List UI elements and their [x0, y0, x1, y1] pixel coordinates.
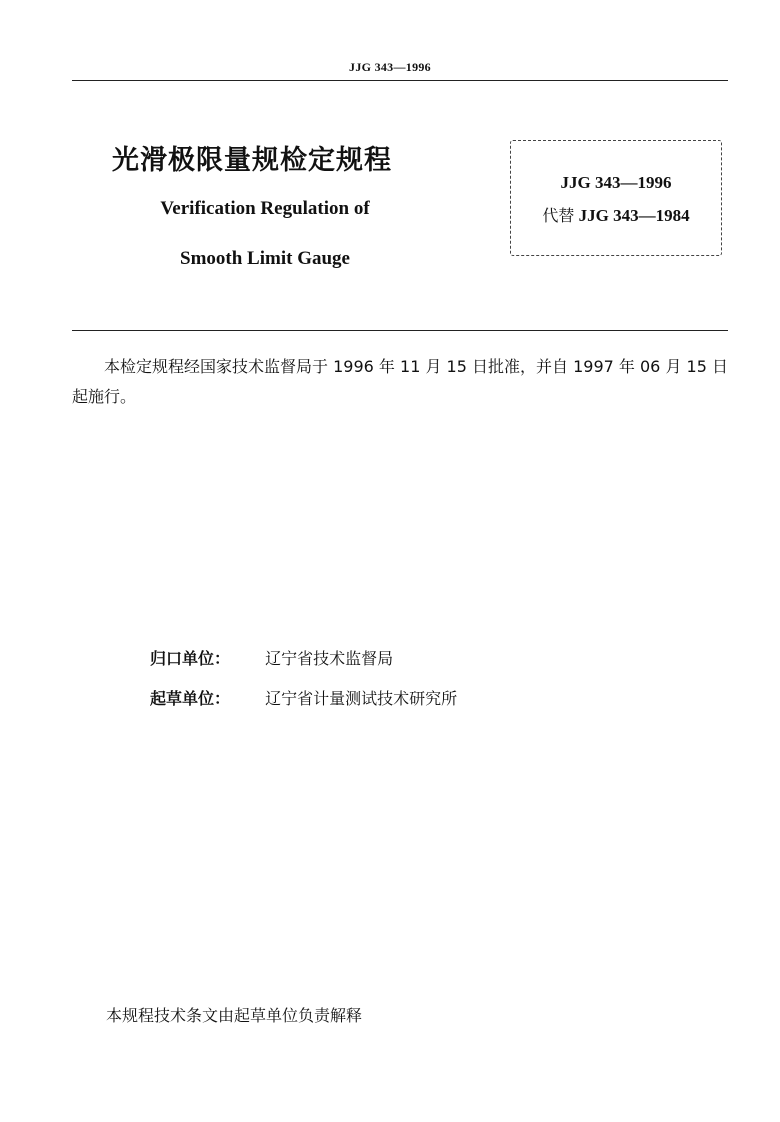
responsible-unit-row: [150, 646, 393, 669]
drafting-unit-value: 辽宁省计量测试技术研究所: [265, 689, 458, 708]
replaced-standard-line: [511, 203, 721, 226]
replaces-label: 代替: [542, 206, 575, 225]
header-standard-code: JJG 343—1996: [349, 60, 431, 74]
responsible-unit-label: 归口单位：: [150, 649, 231, 668]
replaced-standard-code: JJG 343—1984: [578, 206, 690, 225]
top-divider: [72, 80, 728, 81]
title-english-line2: Smooth Limit Gauge: [180, 248, 350, 269]
interpretation-note: 本规程技术条文由起草单位负责解释: [106, 1006, 363, 1025]
current-standard-code: JJG 343—1996: [560, 173, 672, 192]
middle-divider: [72, 330, 728, 331]
title-english-line1: Verification Regulation of: [160, 198, 370, 219]
drafting-unit-row: [150, 686, 457, 709]
title-chinese: 光滑极限量规检定规程: [112, 145, 392, 176]
approval-statement: 本检定规程经国家技术监督局于 1996 年 11 月 15 日批准，并自 1997 年 06 月 15 日起施行。: [72, 357, 728, 406]
responsible-unit-value: 辽宁省技术监督局: [265, 649, 394, 668]
standard-code-box: [510, 140, 722, 256]
drafting-unit-label: 起草单位：: [150, 689, 231, 708]
